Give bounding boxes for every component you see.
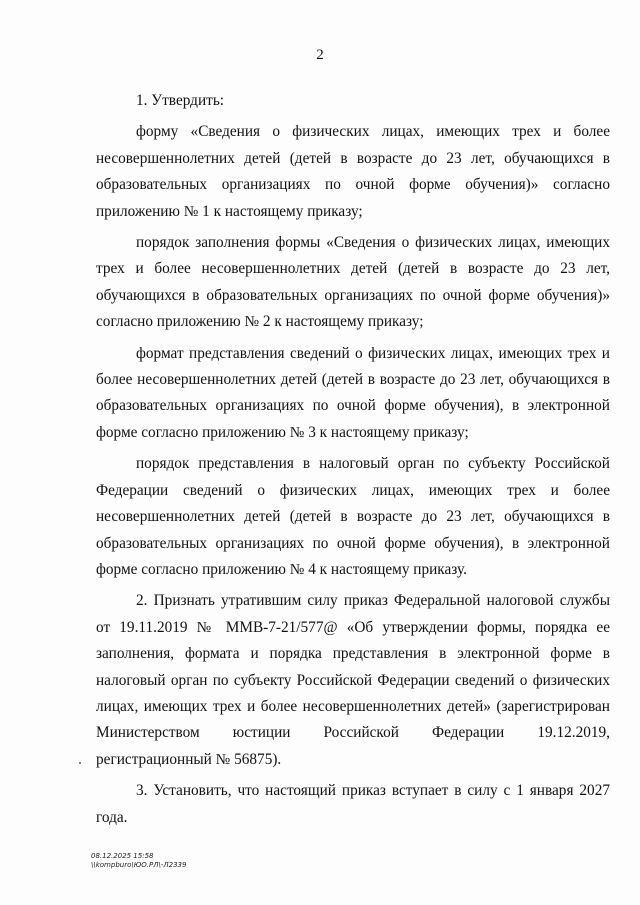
footer-file-reference: \\kompburo\ЮО.РЛ\-Л2339 bbox=[91, 861, 187, 869]
item-3-paragraph: 3. Установить, что настоящий приказ вступает в силу с 1 января 2027 года. bbox=[96, 782, 610, 826]
document-body bbox=[96, 88, 610, 836]
document-footer bbox=[91, 852, 186, 870]
item-1-submission-order-paragraph: порядок представления в налоговый орган по субъекту Российской Федерации сведений о физических лицах, имеющих трех и более несовершеннолетних детей (детей в возрасте до 23 лет, обучающихся в образовательных организациях по очной форме обучения), в электронной форме согласно приложению № 4 к настоящему приказу. bbox=[96, 455, 610, 578]
item-1-title: 1. Утвердить: bbox=[136, 92, 225, 109]
page-number: 2 bbox=[316, 47, 324, 63]
footer-timestamp: 08.12.2025 15:58 bbox=[91, 852, 154, 860]
scan-speck bbox=[79, 762, 81, 764]
item-1-format-paragraph: формат представления сведений о физических лицах, имеющих трех и более несовершеннолетних детей (детей в возрасте до 23 лет, обучающихся в образовательных организациях по очной форме обучения), в электронной форме согласно приложению № 3 к настоящему приказу; bbox=[96, 344, 610, 441]
item-2-paragraph: 2. Признать утратившим силу приказ Федеральной налоговой службы от 19.11.2019 № ММВ-7-21/577@ «Об утверждении формы, порядка ее заполнения, формата и порядка представления в электронной форме в налоговый орган по субъекту Российской Федерации сведений о физических лицах, имеющих трех и более несовершеннолетних детей» (зарегистрирован Министерством юстиции Российской Федерации 19.12.2019, регистрационный № 56875). bbox=[96, 592, 610, 768]
item-1-fill-order-paragraph: порядок заполнения формы «Сведения о физических лицах, имеющих трех и более несовершеннолетних детей (детей в возрасте до 23 лет, обучающихся в образовательных организациях по очной форме обучения)» согласно приложению № 2 к настоящему приказу; bbox=[96, 234, 610, 331]
item-1-form-paragraph: форму «Сведения о физических лицах, имеющих трех и более несовершеннолетних детей (детей в возрасте до 23 лет, обучающихся в образовательных организациях по очной форме обучения)» согласно приложению № 1 к настоящему приказу; bbox=[96, 123, 610, 220]
